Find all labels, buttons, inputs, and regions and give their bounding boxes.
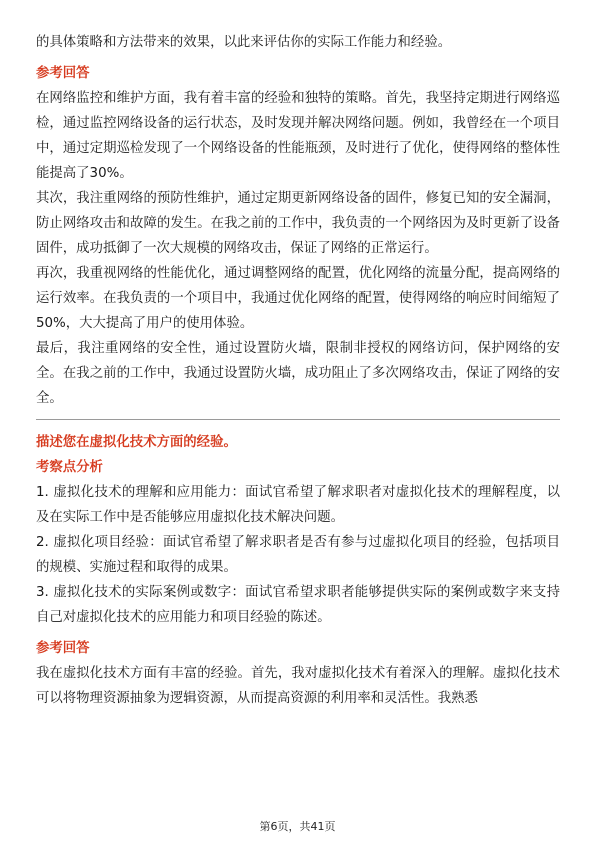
- answer-heading-1: 参考回答: [36, 66, 90, 81]
- answer-paragraph-3: 再次，我重视网络的性能优化，通过调整网络的配置，优化网络的流量分配，提高网络的运行效率。在我负责的一个项目中，我通过优化网络的配置，使得网络的响应时间缩短了50%，大大提高了用户的使用体验。: [36, 266, 560, 331]
- section-divider: [36, 419, 560, 420]
- analysis-item-1: 1. 虚拟化技术的理解和应用能力：面试官希望了解求职者对虚拟化技术的理解程度，以及在实际工作中是否能够应用虚拟化技术解决问题。: [36, 485, 560, 525]
- document-body: [36, 30, 560, 711]
- question-heading: 描述您在虚拟化技术方面的经验。: [36, 435, 237, 450]
- answer-paragraph-5: 我在虚拟化技术方面有丰富的经验。首先，我对虚拟化技术有着深入的理解。虚拟化技术可以将物理资源抽象为逻辑资源，从而提高资源的利用率和灵活性。我熟悉: [36, 666, 560, 706]
- answer-heading-2: 参考回答: [36, 641, 90, 656]
- answer-paragraph-4: 最后，我注重网络的安全性，通过设置防火墙，限制非授权的网络访问，保护网络的安全。在我之前的工作中，我通过设置防火墙，成功阻止了多次网络攻击，保证了网络的安全。: [36, 341, 560, 406]
- intro-tail-text: 的具体策略和方法带来的效果，以此来评估你的实际工作能力和经验。: [36, 35, 452, 50]
- analysis-item-3: 3. 虚拟化技术的实际案例或数字：面试官希望求职者能够提供实际的案例或数字来支持自己对虚拟化技术的应用能力和项目经验的陈述。: [36, 585, 560, 625]
- answer-paragraph-1: 在网络监控和维护方面，我有着丰富的经验和独特的策略。首先，我坚持定期进行网络巡检，通过监控网络设备的运行状态，及时发现并解决网络问题。例如，我曾经在一个项目中，通过定期巡检发现了一个网络设备的性能瓶颈，及时进行了优化，使得网络的整体性能提高了30%。: [36, 91, 560, 181]
- page-number-footer: 第6页，共41页: [259, 820, 336, 833]
- answer-paragraph-2: 其次，我注重网络的预防性维护，通过定期更新网络设备的固件，修复已知的安全漏洞，防止网络攻击和故障的发生。在我之前的工作中，我负责的一个网络因为及时更新了设备固件，成功抵御了一次大规模的网络攻击，保证了网络的正常运行。: [36, 191, 560, 256]
- analysis-item-2: 2. 虚拟化项目经验：面试官希望了解求职者是否有参与过虚拟化项目的经验，包括项目的规模、实施过程和取得的成果。: [36, 535, 560, 575]
- analysis-heading: 考察点分析: [36, 460, 103, 475]
